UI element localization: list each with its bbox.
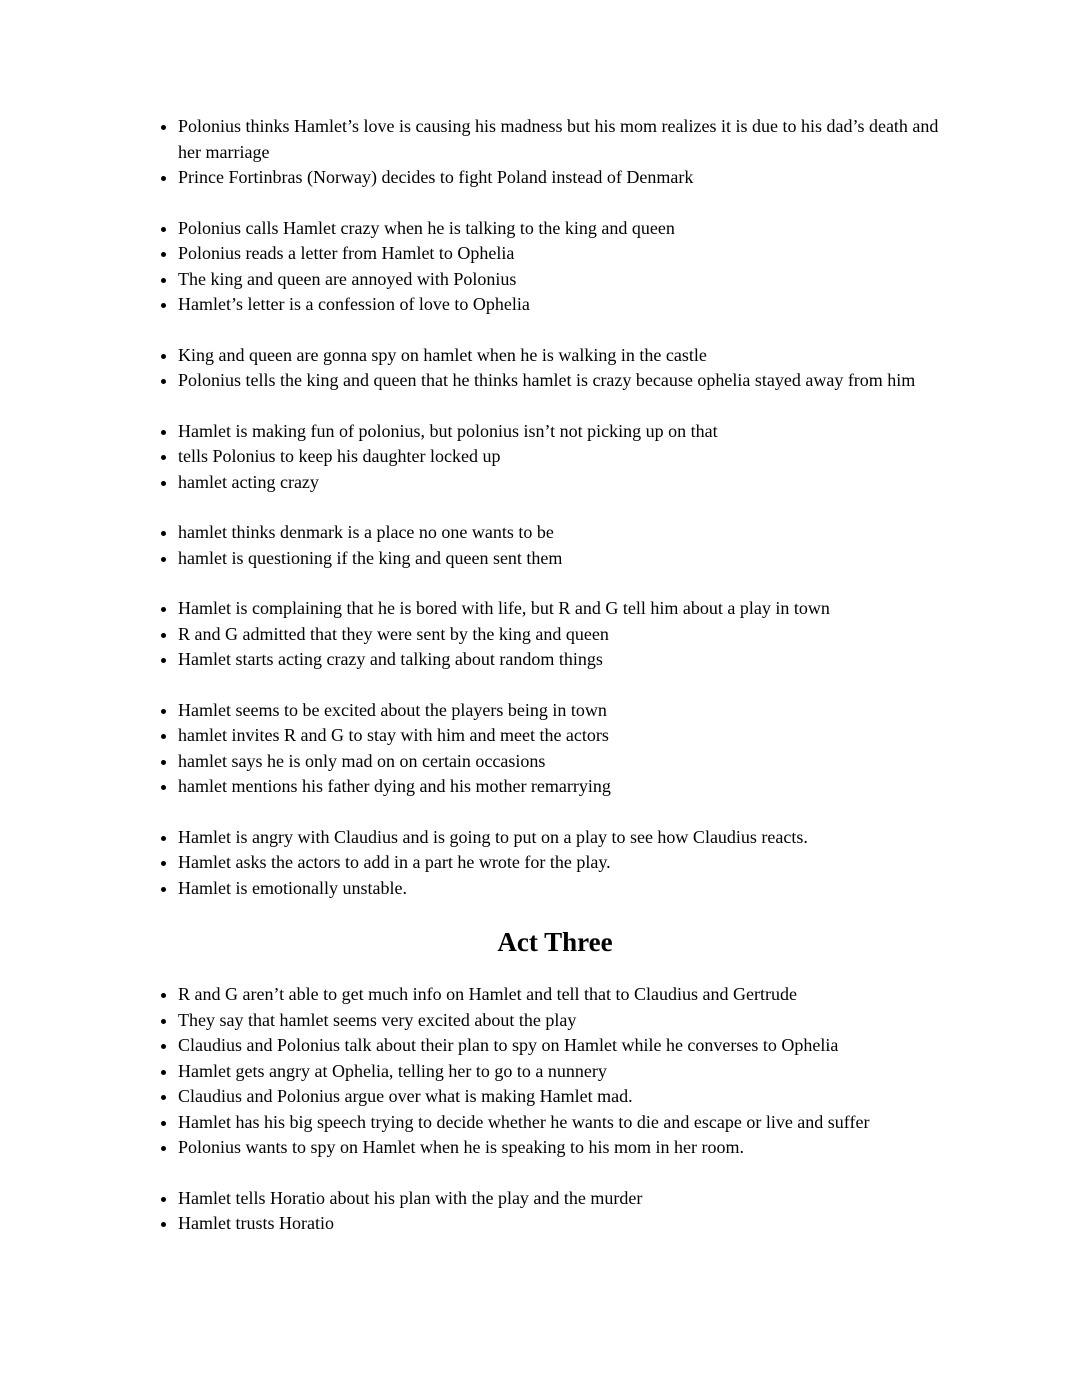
bullet-item: • King and queen are gonna spy on hamlet when he is walking in the castle — [178, 343, 960, 369]
bullet-item: • Hamlet has his big speech trying to decide whether he wants to die and escape or live and suffer — [178, 1110, 960, 1136]
bullet-group — [150, 114, 960, 191]
bullet-item: • Polonius thinks Hamlet’s love is causing his madness but his mom realizes it is due to his dad’s death and her marriage — [178, 114, 960, 165]
bullet-item: • hamlet acting crazy — [178, 470, 960, 496]
bullet-item: • Hamlet asks the actors to add in a part he wrote for the play. — [178, 850, 960, 876]
bullet-group — [150, 698, 960, 800]
bullet-item: • hamlet invites R and G to stay with him and meet the actors — [178, 723, 960, 749]
bullet-item: • Hamlet tells Horatio about his plan with the play and the murder — [178, 1186, 960, 1212]
bullet-item: • Hamlet is complaining that he is bored with life, but R and G tell him about a play in town — [178, 596, 960, 622]
bullet-item: • Hamlet is emotionally unstable. — [178, 876, 960, 902]
bullet-item: • hamlet thinks denmark is a place no one wants to be — [178, 520, 960, 546]
bullet-item: • tells Polonius to keep his daughter locked up — [178, 444, 960, 470]
bullet-item: • hamlet is questioning if the king and queen sent them — [178, 546, 960, 572]
section-heading: Act Three — [497, 927, 613, 957]
bullet-item: • Hamlet gets angry at Ophelia, telling her to go to a nunnery — [178, 1059, 960, 1085]
bullet-item: • R and G admitted that they were sent by the king and queen — [178, 622, 960, 648]
bullet-item: • Hamlet’s letter is a confession of love to Ophelia — [178, 292, 960, 318]
bullet-item: • Polonius calls Hamlet crazy when he is talking to the king and queen — [178, 216, 960, 242]
bullet-item: • hamlet says he is only mad on on certain occasions — [178, 749, 960, 775]
bullet-item: • Hamlet starts acting crazy and talking about random things — [178, 647, 960, 673]
bullet-item: • Polonius reads a letter from Hamlet to Ophelia — [178, 241, 960, 267]
bullet-item: • Hamlet trusts Horatio — [178, 1211, 960, 1237]
bullet-item: • Polonius wants to spy on Hamlet when he is speaking to his mom in her room. — [178, 1135, 960, 1161]
bullet-group — [150, 520, 960, 571]
bullet-item: • R and G aren’t able to get much info on Hamlet and tell that to Claudius and Gertrude — [178, 982, 960, 1008]
bullet-item: • The king and queen are annoyed with Polonius — [178, 267, 960, 293]
bullet-group — [150, 419, 960, 496]
bullet-item: • Hamlet seems to be excited about the players being in town — [178, 698, 960, 724]
bullet-group — [150, 343, 960, 394]
bullet-item: • hamlet mentions his father dying and his mother remarrying — [178, 774, 960, 800]
bullet-item: • Hamlet is making fun of polonius, but polonius isn’t not picking up on that — [178, 419, 960, 445]
bullet-item: • Claudius and Polonius argue over what is making Hamlet mad. — [178, 1084, 960, 1110]
bullet-group — [150, 982, 960, 1161]
bullet-item: • They say that hamlet seems very excited about the play — [178, 1008, 960, 1034]
document-body — [150, 114, 960, 1237]
bullet-group — [150, 596, 960, 673]
bullet-item: • Polonius tells the king and queen that he thinks hamlet is crazy because ophelia stayed away from him — [178, 368, 960, 394]
bullet-group — [150, 1186, 960, 1237]
bullet-item: • Claudius and Polonius talk about their plan to spy on Hamlet while he converses to Ophelia — [178, 1033, 960, 1059]
bullet-group — [150, 825, 960, 902]
bullet-item: • Prince Fortinbras (Norway) decides to fight Poland instead of Denmark — [178, 165, 960, 191]
bullet-group — [150, 216, 960, 318]
bullet-item: • Hamlet is angry with Claudius and is going to put on a play to see how Claudius reacts. — [178, 825, 960, 851]
